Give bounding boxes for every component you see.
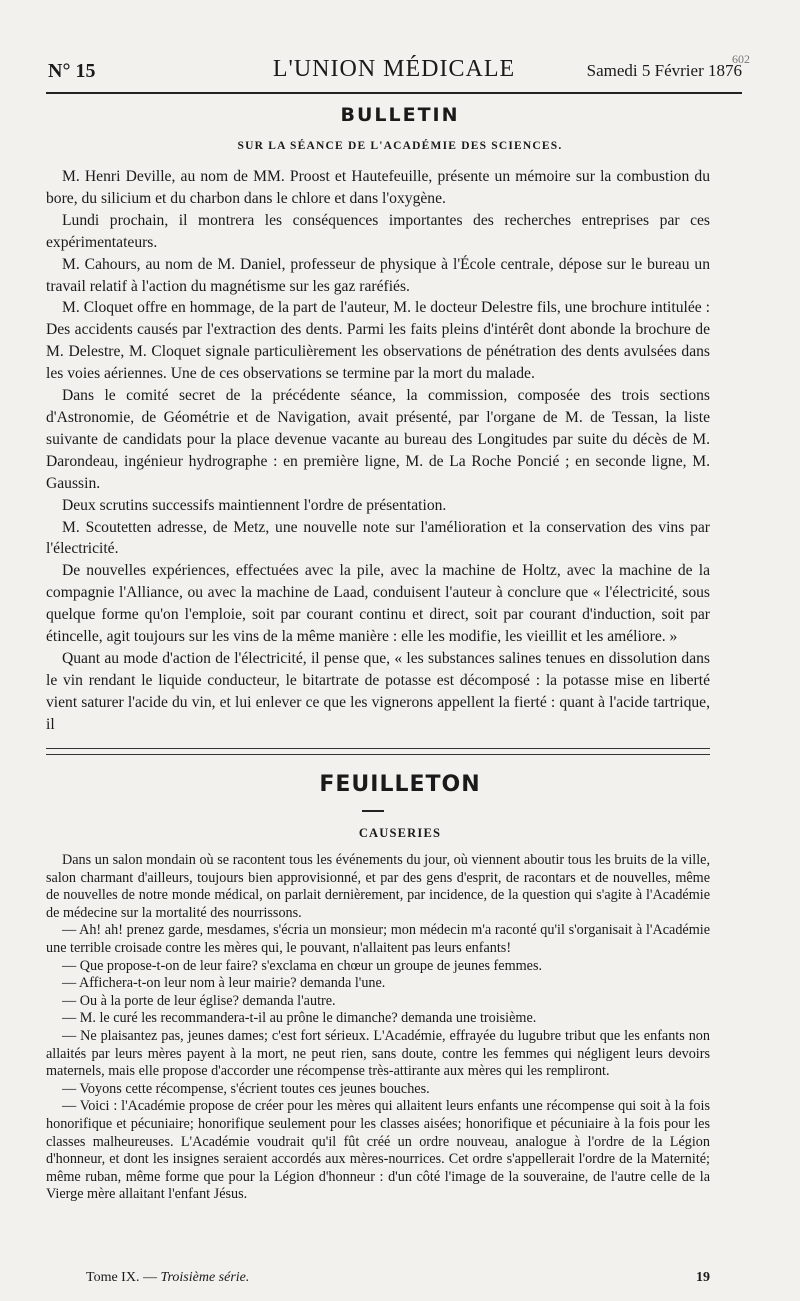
feuilleton-paragraph: — Que propose-t-on de leur faire? s'exclama en chœur un groupe de jeunes femmes. — [62, 957, 543, 974]
feuilleton-title: FEUILLETON — [319, 772, 481, 797]
volume-label: Tome IX. — — [86, 1270, 157, 1285]
feuilleton-paragraph: — Ne plaisantez pas, jeunes dames; c'est fort sérieux. L'Académie, effrayée du lugubre tribut que les enfants non allaités par leurs mères payent à la mort, ne peut rien, sans doute, contre les femmes qui négligent leurs devoirs maternels, mais elle propose d'accorder une récompense très-attirante aux mères qui les rempliront. — [46, 1027, 710, 1080]
issue-date: Samedi 5 Février 1876 — [586, 61, 742, 80]
bulletin-paragraph: De nouvelles expériences, effectuées avec la pile, avec la machine de Holtz, avec la machine de la compagnie l'Alliance, ou avec la machine de Laad, conduisent l'auteur à conclure que « l'électricité, sous quelque forme qu'on l'emploie, soit par courant continu et direct, soit par courant d'induction, soit par étincelle, agit toujours sur les vins de la même manière : elle les modifie, les vieillit et les améliore. » — [46, 562, 710, 646]
issue-number: N° 15 — [48, 60, 96, 82]
bulletin-subtitle: SUR LA SÉANCE DE L'ACADÉMIE DES SCIENCES. — [237, 140, 563, 152]
bulletin-title: BULLETIN — [340, 104, 460, 126]
title-dash — [362, 810, 384, 812]
section-divider — [46, 748, 710, 755]
page-header — [46, 52, 750, 94]
feuilleton-paragraph: — M. le curé les recommandera-t-il au prône le dimanche? demanda une troisième. — [62, 1010, 537, 1027]
page-number: 19 — [696, 1270, 710, 1285]
feuilleton-body — [46, 852, 710, 1204]
bulletin-paragraph: M. Cahours, au nom de M. Daniel, professeur de physique à l'École centrale, dépose sur le bureau un travail relatif à l'action du magnétisme sur les gaz raréfiés. — [46, 255, 710, 295]
series-label: Troisième série. — [160, 1270, 250, 1285]
folio-number: 602 — [732, 52, 750, 66]
feuilleton-paragraph: — Voici : l'Académie propose de créer pour les mères qui allaitent leurs enfants une récompense qui soit à la fois honorifique et pécuniaire; honorifique seulement pour les classes aisées; honorifique et pécuniaire à la fois pour les classes malheureuses. L'Académie voudrait qu'il fût créé un ordre nouveau, analogue à l'ordre de la Légion d'honneur, et dont les insignes seraient accordés aux mères-nourrices. Cet ordre s'appellerait l'ordre de la Maternité; même ruban, même forme que pour la Légion d'honneur : d'un côté l'image de la souveraine, de l'autre celle de la Vierge mère allaitant l'enfant Jésus. — [46, 1098, 710, 1203]
feuilleton-paragraph: — Ah! ah! prenez garde, mesdames, s'écria un monsieur; mon médecin m'a raconté qu'il s'organisait à l'Académie une terrible croisade contre les mères qui, le pouvant, n'allaitent pas leurs enfants! — [46, 922, 710, 956]
page-footer — [86, 1270, 710, 1290]
bulletin-paragraph: Dans le comité secret de la précédente séance, la commission, composée des trois sections d'Astronomie, de Géométrie et de Navigation, avait présenté, par l'organe de M. de Tessan, la liste suivante de candidats pour la place devenue vacante au bureau des Longitudes par suite du décès de M. Darondeau, ingénieur hydrographe : en première ligne, M. de La Roche Poncié ; en seconde ligne, M. Gaussin. — [46, 387, 710, 492]
journal-title: L'UNION MÉDICALE — [272, 56, 516, 82]
feuilleton-subtitle: CAUSERIES — [358, 826, 442, 840]
feuilleton-paragraph: — Ou à la porte de leur église? demanda l'autre. — [62, 992, 336, 1009]
bulletin-paragraph: Quant au mode d'action de l'électricité, il pense que, « les substances salines tenues en dissolution dans le vin rendant le liquide conducteur, le bitartrate de potasse est décomposé : la potasse mise en liberté vient saturer l'acide du vin, et lui enlever ce que les vignerons appellent la fierté : quant à l'acide tartrique, il — [46, 649, 710, 733]
footer-volume — [86, 1270, 249, 1286]
bulletin-paragraph: M. Scoutetten adresse, de Metz, une nouvelle note sur l'amélioration et la conservation des vins par l'électricité. — [46, 518, 710, 558]
bulletin-paragraph: M. Henri Deville, au nom de MM. Proost et Hautefeuille, présente un mémoire sur la combustion du bore, du silicium et du charbon dans le chlore et dans l'oxygène. — [46, 168, 710, 207]
feuilleton-paragraph: Dans un salon mondain où se racontent tous les événements du jour, où viennent aboutir tous les bruits de la ville, salon charmant d'ailleurs, toujours bien approvisionné, et par des gens d'esprit, de racontars et de nouvelles, même de nouvelles de notre monde médical, on parlait dernièrement, par incidence, de la question qui s'agite à l'Académie de médecine sur la mortalité des nourrissons. — [46, 852, 710, 921]
bulletin-paragraph: M. Cloquet offre en hommage, de la part de l'auteur, M. le docteur Delestre fils, une brochure intitulée : Des accidents causés par l'extraction des dents. Parmi les faits pleins d'intérêt dont abonde la brochure de M. Delestre, M. Cloquet signale particulièrement les observations de pénétration des dents avulsées dans les voies aériennes. Une de ces observations se termine par la mort du malade. — [46, 299, 710, 383]
bulletin-paragraph: Lundi prochain, il montrera les conséquences importantes des recherches entreprises par ces expérimentateurs. — [46, 211, 710, 251]
bulletin-body — [46, 166, 710, 736]
feuilleton-paragraph: — Voyons cette récompense, s'écrient toutes ces jeunes bouches. — [62, 1080, 430, 1097]
bulletin-paragraph: Deux scrutins successifs maintiennent l'ordre de présentation. — [62, 496, 447, 514]
feuilleton-paragraph: — Affichera-t-on leur nom à leur mairie? demanda l'une. — [62, 975, 386, 992]
